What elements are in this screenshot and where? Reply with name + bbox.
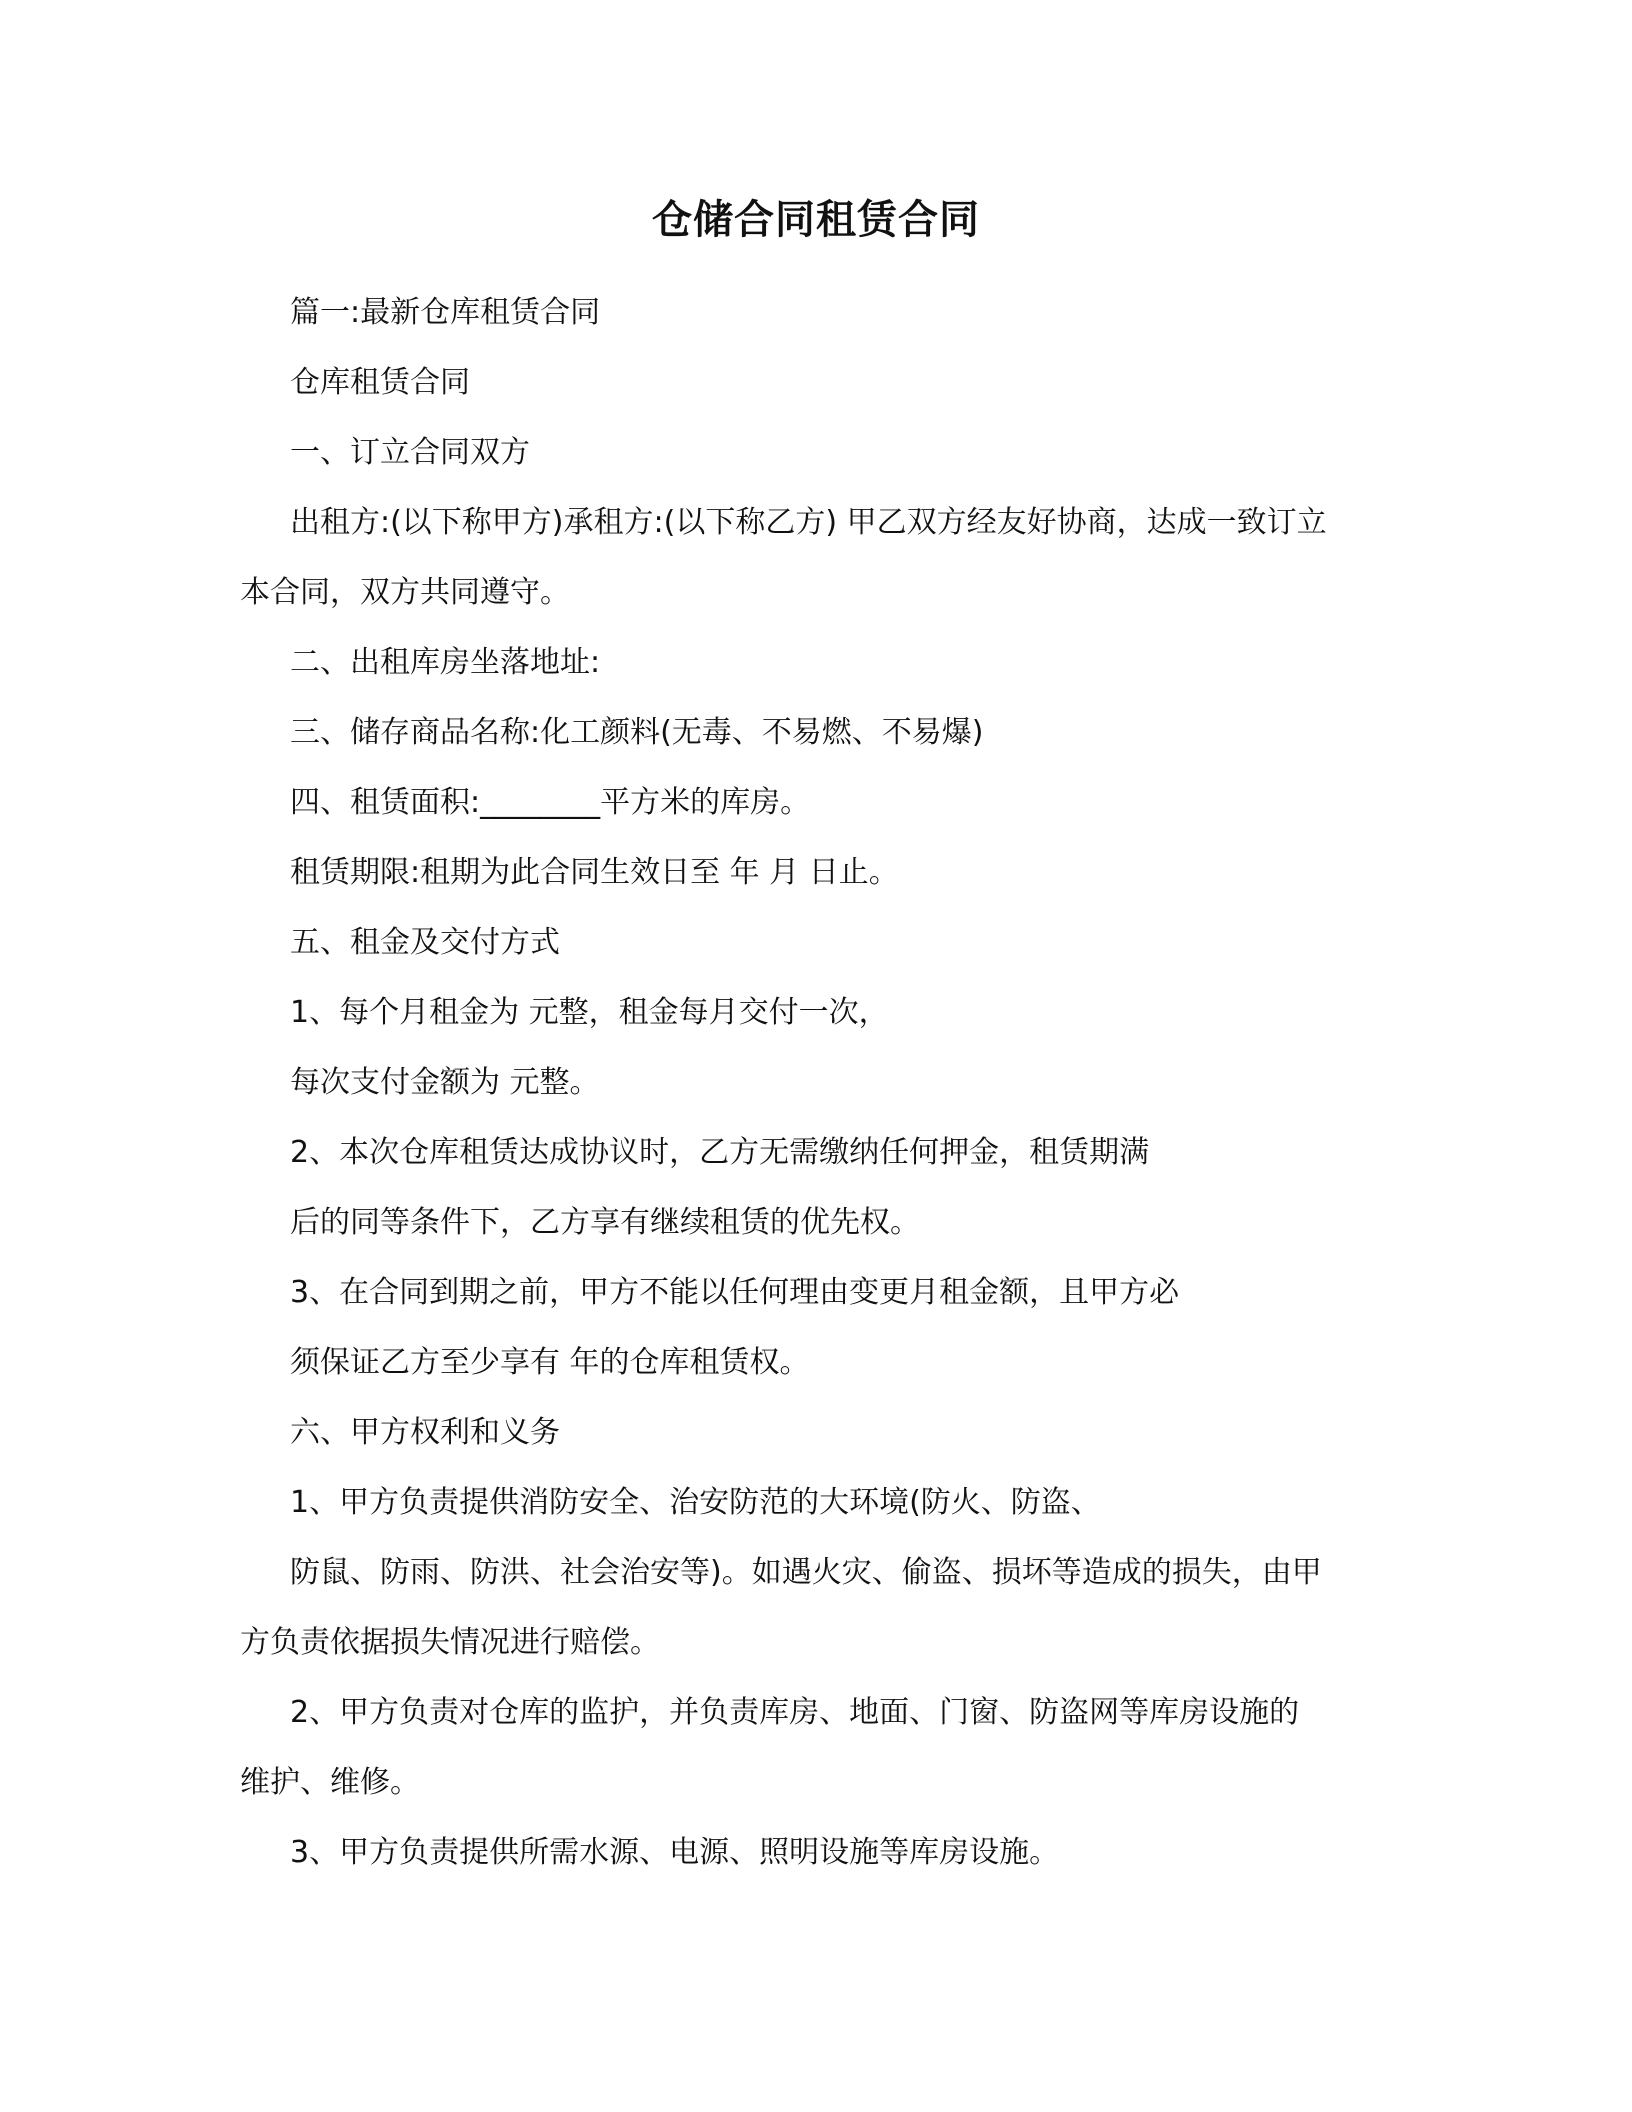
document-body — [240, 278, 1390, 1888]
line-20: 2、甲方负责对仓库的监护，并负责库房、地面、门窗、防盗网等库房设施的 — [290, 1695, 1300, 1730]
line-0: 篇一:最新仓库租赁合同 — [290, 295, 601, 330]
line-13: 后的同等条件下，乙方享有继续租赁的优先权。 — [290, 1205, 920, 1240]
line-5: 二、出租库房坐落地址: — [290, 645, 601, 680]
line-15: 须保证乙方至少享有 年的仓库租赁权。 — [290, 1345, 810, 1380]
line-18: 防鼠、防雨、防洪、社会治安等)。如遇火灾、偷盗、损坏等造成的损失，由甲 — [290, 1555, 1322, 1590]
line-8: 租赁期限:租期为此合同生效日至 年 月 日止。 — [290, 855, 899, 890]
line-9: 五、租金及交付方式 — [290, 925, 560, 960]
line-2: 一、订立合同双方 — [290, 435, 530, 470]
line-4: 本合同，双方共同遵守。 — [240, 575, 570, 610]
line-17: 1、甲方负责提供消防安全、治安防范的大环境(防火、防盗、 — [290, 1485, 1101, 1520]
line-10: 1、每个月租金为 元整，租金每月交付一次， — [290, 995, 889, 1030]
line-1: 仓库租赁合同 — [290, 365, 470, 400]
line-11: 每次支付金额为 元整。 — [290, 1065, 600, 1100]
line-6: 三、储存商品名称:化工颜料(无毒、不易燃、不易爆) — [290, 715, 984, 750]
line-21: 维护、维修。 — [240, 1765, 420, 1800]
line-19: 方负责依据损失情况进行赔偿。 — [240, 1625, 660, 1660]
line-3: 出租方:(以下称甲方)承租方:(以下称乙方) 甲乙双方经友好协商，达成一致订立 — [290, 505, 1327, 540]
document-title: 仓储合同租赁合同 — [652, 197, 980, 243]
line-14: 3、在合同到期之前，甲方不能以任何理由变更月租金额，且甲方必 — [290, 1275, 1180, 1310]
line-12: 2、本次仓库租赁达成协议时，乙方无需缴纳任何押金，租赁期满 — [290, 1135, 1150, 1170]
line-7: 四、租赁面积:________平方米的库房。 — [290, 785, 811, 820]
line-22: 3、甲方负责提供所需水源、电源、照明设施等库房设施。 — [290, 1835, 1060, 1870]
line-16: 六、甲方权利和义务 — [290, 1415, 560, 1450]
